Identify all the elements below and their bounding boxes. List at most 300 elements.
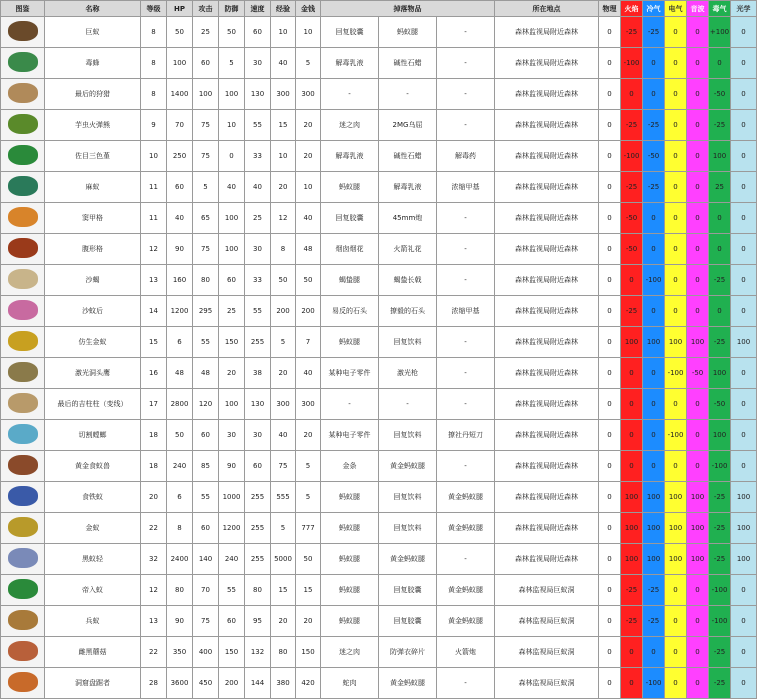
cell-spd: 30	[245, 420, 271, 451]
table-row	[1, 203, 757, 234]
cell-phys: 0	[599, 668, 621, 699]
cell-def: 40	[219, 172, 245, 203]
cell-d2: 撩毅的石头	[379, 296, 437, 327]
cell-sonic: 100	[687, 513, 709, 544]
cell-d1: 蝎蛰腿	[321, 265, 379, 296]
cell-poison: 100	[709, 420, 731, 451]
cell-exp: 80	[271, 637, 296, 668]
cell-hp: 6	[167, 482, 193, 513]
cell-name: 佐目三色堇	[45, 141, 141, 172]
cell-atk: 80	[193, 265, 219, 296]
cell-spd: 255	[245, 482, 271, 513]
cell-gold: 20	[296, 420, 321, 451]
cell-d2: 激光枪	[379, 358, 437, 389]
cell-exp: 300	[271, 389, 296, 420]
cell-d2: 回复饮料	[379, 327, 437, 358]
cell-def: 50	[219, 17, 245, 48]
cell-name: 切割螳螂	[45, 420, 141, 451]
cell-d3: 浓缩甲基	[437, 172, 495, 203]
cell-fire: -25	[621, 110, 643, 141]
cell-d2: 蚂蚁腿	[379, 17, 437, 48]
cell-exp: 12	[271, 203, 296, 234]
cell-exp: 200	[271, 296, 296, 327]
cell-name: 芋虫火弹熊	[45, 110, 141, 141]
cell-exp: 300	[271, 79, 296, 110]
cell-d3: 火箭炮	[437, 637, 495, 668]
header-cell: 所在地点	[495, 1, 599, 17]
table-row	[1, 327, 757, 358]
cell-atk: 140	[193, 544, 219, 575]
cell-cold: -100	[643, 668, 665, 699]
cell-name: 毒蜂	[45, 48, 141, 79]
cell-elec: 100	[665, 513, 687, 544]
cell-light: 0	[731, 48, 757, 79]
cell-elec: 0	[665, 17, 687, 48]
cell-cold: -100	[643, 265, 665, 296]
cell-loc: 森林监视局附近森林	[495, 203, 599, 234]
creature-icon	[1, 17, 45, 48]
cell-def: 240	[219, 544, 245, 575]
cell-gold: 48	[296, 234, 321, 265]
cell-light: 0	[731, 389, 757, 420]
cell-d1: 蚂蚁腿	[321, 575, 379, 606]
cell-lv: 14	[141, 296, 167, 327]
cell-hp: 3600	[167, 668, 193, 699]
cell-gold: 7	[296, 327, 321, 358]
cell-cold: 0	[643, 451, 665, 482]
cell-atk: 70	[193, 575, 219, 606]
cell-atk: 60	[193, 48, 219, 79]
cell-cold: 0	[643, 420, 665, 451]
cell-name: 仿生金蚁	[45, 327, 141, 358]
cell-elec: 0	[665, 172, 687, 203]
cell-name: 雌黑蘑菇	[45, 637, 141, 668]
cell-hp: 70	[167, 110, 193, 141]
header-cell: 经验	[271, 1, 296, 17]
cell-gold: 10	[296, 17, 321, 48]
cell-lv: 11	[141, 172, 167, 203]
cell-d1: -	[321, 389, 379, 420]
creature-icon	[1, 296, 45, 327]
cell-spd: 30	[245, 48, 271, 79]
cell-poison: +100	[709, 17, 731, 48]
creature-icon	[1, 544, 45, 575]
header-cell-electric: 电气	[665, 1, 687, 17]
cell-poison: -100	[709, 606, 731, 637]
cell-def: 5	[219, 48, 245, 79]
cell-gold: 200	[296, 296, 321, 327]
cell-phys: 0	[599, 141, 621, 172]
cell-exp: 8	[271, 234, 296, 265]
cell-poison: 0	[709, 203, 731, 234]
cell-name: 沙蚊后	[45, 296, 141, 327]
cell-d3: -	[437, 110, 495, 141]
header-cell: HP	[167, 1, 193, 17]
cell-light: 0	[731, 110, 757, 141]
cell-loc: 森林监视局巨蚁洞	[495, 668, 599, 699]
cell-exp: 5	[271, 327, 296, 358]
cell-hp: 350	[167, 637, 193, 668]
cell-poison: -25	[709, 668, 731, 699]
cell-name: 最后的狩猎	[45, 79, 141, 110]
cell-fire: 0	[621, 420, 643, 451]
cell-cold: 0	[643, 358, 665, 389]
cell-cold: 0	[643, 79, 665, 110]
cell-d1: 迷之肉	[321, 110, 379, 141]
creature-sprite	[8, 517, 38, 537]
cell-d2: 黄金蚂蚁腿	[379, 668, 437, 699]
cell-d1: -	[321, 79, 379, 110]
cell-phys: 0	[599, 296, 621, 327]
cell-def: 100	[219, 389, 245, 420]
cell-atk: 100	[193, 79, 219, 110]
creature-sprite	[8, 145, 38, 165]
cell-atk: 400	[193, 637, 219, 668]
cell-phys: 0	[599, 172, 621, 203]
cell-lv: 20	[141, 482, 167, 513]
cell-d3: -	[437, 544, 495, 575]
cell-light: 0	[731, 668, 757, 699]
creature-sprite	[8, 238, 38, 258]
cell-elec: 0	[665, 606, 687, 637]
table-row	[1, 482, 757, 513]
table-row	[1, 575, 757, 606]
cell-cold: 0	[643, 389, 665, 420]
table-row	[1, 234, 757, 265]
cell-name: 激光洞头鹰	[45, 358, 141, 389]
table-row	[1, 637, 757, 668]
header-cell-fire: 火焰	[621, 1, 643, 17]
header-cell: 图鉴	[1, 1, 45, 17]
cell-cold: 100	[643, 327, 665, 358]
cell-name: 黄金食蚁兽	[45, 451, 141, 482]
cell-d1: 烟囱烟花	[321, 234, 379, 265]
cell-light: 0	[731, 141, 757, 172]
creature-icon	[1, 637, 45, 668]
cell-exp: 20	[271, 172, 296, 203]
cell-name: 巨蚁	[45, 17, 141, 48]
cell-def: 60	[219, 265, 245, 296]
cell-poison: -25	[709, 327, 731, 358]
cell-atk: 75	[193, 234, 219, 265]
cell-spd: 38	[245, 358, 271, 389]
cell-loc: 森林监视局附近森林	[495, 420, 599, 451]
cell-hp: 50	[167, 17, 193, 48]
header-row	[1, 1, 757, 17]
cell-gold: 20	[296, 141, 321, 172]
table-row	[1, 110, 757, 141]
cell-gold: 15	[296, 575, 321, 606]
cell-light: 0	[731, 203, 757, 234]
cell-def: 30	[219, 420, 245, 451]
cell-def: 150	[219, 327, 245, 358]
cell-phys: 0	[599, 513, 621, 544]
cell-phys: 0	[599, 575, 621, 606]
cell-phys: 0	[599, 17, 621, 48]
creature-icon	[1, 234, 45, 265]
creature-sprite	[8, 176, 38, 196]
cell-fire: 0	[621, 451, 643, 482]
cell-gold: 150	[296, 637, 321, 668]
cell-spd: 144	[245, 668, 271, 699]
creature-sprite	[8, 300, 38, 320]
cell-d1: 易反的石头	[321, 296, 379, 327]
cell-lv: 18	[141, 420, 167, 451]
cell-d2: 碱性石蜡	[379, 48, 437, 79]
cell-elec: 0	[665, 141, 687, 172]
cell-lv: 8	[141, 48, 167, 79]
cell-name: 窦甲格	[45, 203, 141, 234]
cell-light: 0	[731, 420, 757, 451]
table-row	[1, 358, 757, 389]
cell-def: 1000	[219, 482, 245, 513]
cell-spd: 95	[245, 606, 271, 637]
cell-cold: -25	[643, 172, 665, 203]
cell-gold: 300	[296, 389, 321, 420]
creature-icon	[1, 172, 45, 203]
cell-d3: -	[437, 203, 495, 234]
cell-sonic: 100	[687, 327, 709, 358]
cell-cold: 0	[643, 296, 665, 327]
cell-lv: 18	[141, 451, 167, 482]
cell-d2: 回复胶囊	[379, 575, 437, 606]
cell-fire: 0	[621, 358, 643, 389]
cell-spd: 60	[245, 17, 271, 48]
creature-icon	[1, 606, 45, 637]
cell-sonic: 100	[687, 482, 709, 513]
cell-loc: 森林监视局巨蚁洞	[495, 606, 599, 637]
creature-icon	[1, 358, 45, 389]
cell-loc: 森林监视局附近森林	[495, 172, 599, 203]
cell-hp: 90	[167, 606, 193, 637]
cell-light: 0	[731, 451, 757, 482]
cell-exp: 20	[271, 606, 296, 637]
cell-lv: 11	[141, 203, 167, 234]
cell-atk: 295	[193, 296, 219, 327]
table-row	[1, 17, 757, 48]
cell-d3: -	[437, 668, 495, 699]
cell-fire: 0	[621, 668, 643, 699]
header-cell: 名称	[45, 1, 141, 17]
creature-sprite	[8, 362, 38, 382]
cell-atk: 75	[193, 606, 219, 637]
cell-lv: 8	[141, 17, 167, 48]
creature-sprite	[8, 331, 38, 351]
cell-def: 60	[219, 606, 245, 637]
cell-poison: 0	[709, 234, 731, 265]
cell-gold: 20	[296, 606, 321, 637]
cell-spd: 132	[245, 637, 271, 668]
cell-fire: 0	[621, 389, 643, 420]
cell-light: 100	[731, 482, 757, 513]
cell-phys: 0	[599, 234, 621, 265]
cell-def: 10	[219, 110, 245, 141]
cell-light: 0	[731, 17, 757, 48]
cell-spd: 60	[245, 451, 271, 482]
cell-loc: 森林监视局附近森林	[495, 482, 599, 513]
cell-loc: 森林监视局附近森林	[495, 110, 599, 141]
cell-name: 最后的吉柱柱（变线）	[45, 389, 141, 420]
cell-sonic: 0	[687, 575, 709, 606]
creature-icon	[1, 482, 45, 513]
cell-lv: 12	[141, 234, 167, 265]
cell-sonic: 0	[687, 172, 709, 203]
cell-loc: 森林监视局巨蚁洞	[495, 637, 599, 668]
cell-cold: -25	[643, 110, 665, 141]
cell-elec: 0	[665, 110, 687, 141]
cell-poison: -100	[709, 575, 731, 606]
cell-exp: 5000	[271, 544, 296, 575]
cell-sonic: 0	[687, 265, 709, 296]
cell-fire: -25	[621, 296, 643, 327]
cell-poison: -25	[709, 110, 731, 141]
cell-d3: -	[437, 234, 495, 265]
cell-hp: 240	[167, 451, 193, 482]
cell-exp: 50	[271, 265, 296, 296]
cell-elec: 0	[665, 203, 687, 234]
cell-d2: 45mm炮	[379, 203, 437, 234]
cell-cold: 0	[643, 637, 665, 668]
cell-lv: 17	[141, 389, 167, 420]
cell-gold: 5	[296, 451, 321, 482]
cell-elec: 0	[665, 451, 687, 482]
header-cell: 物理	[599, 1, 621, 17]
cell-gold: 777	[296, 513, 321, 544]
cell-cold: -50	[643, 141, 665, 172]
cell-sonic: 100	[687, 544, 709, 575]
cell-cold: -25	[643, 17, 665, 48]
cell-exp: 20	[271, 358, 296, 389]
cell-gold: 10	[296, 172, 321, 203]
cell-sonic: -50	[687, 358, 709, 389]
cell-poison: -50	[709, 79, 731, 110]
creature-icon	[1, 79, 45, 110]
cell-light: 0	[731, 358, 757, 389]
cell-hp: 48	[167, 358, 193, 389]
cell-light: 0	[731, 172, 757, 203]
creature-icon	[1, 203, 45, 234]
cell-hp: 1200	[167, 296, 193, 327]
cell-elec: 0	[665, 296, 687, 327]
cell-d1: 某种电子零件	[321, 420, 379, 451]
creature-sprite	[8, 424, 38, 444]
creature-sprite	[8, 610, 38, 630]
cell-phys: 0	[599, 389, 621, 420]
cell-def: 100	[219, 203, 245, 234]
cell-name: 金蚁	[45, 513, 141, 544]
cell-elec: -100	[665, 420, 687, 451]
cell-def: 200	[219, 668, 245, 699]
cell-loc: 森林监视局附近森林	[495, 451, 599, 482]
cell-spd: 30	[245, 234, 271, 265]
cell-lv: 22	[141, 637, 167, 668]
cell-loc: 森林监视局附近森林	[495, 265, 599, 296]
cell-cold: -25	[643, 575, 665, 606]
cell-gold: 420	[296, 668, 321, 699]
cell-phys: 0	[599, 482, 621, 513]
cell-exp: 10	[271, 17, 296, 48]
cell-hp: 160	[167, 265, 193, 296]
cell-loc: 森林监视局附近森林	[495, 79, 599, 110]
cell-spd: 55	[245, 110, 271, 141]
cell-spd: 33	[245, 141, 271, 172]
cell-poison: 100	[709, 141, 731, 172]
cell-sonic: 0	[687, 141, 709, 172]
cell-name: 腹形格	[45, 234, 141, 265]
cell-sonic: 0	[687, 296, 709, 327]
cell-light: 100	[731, 544, 757, 575]
cell-def: 55	[219, 575, 245, 606]
header-cell: 等级	[141, 1, 167, 17]
header-cell-light: 光学	[731, 1, 757, 17]
cell-poison: -50	[709, 389, 731, 420]
cell-sonic: 0	[687, 389, 709, 420]
cell-phys: 0	[599, 358, 621, 389]
cell-hp: 6	[167, 327, 193, 358]
creature-icon	[1, 141, 45, 172]
cell-spd: 33	[245, 265, 271, 296]
cell-spd: 255	[245, 327, 271, 358]
cell-fire: -50	[621, 203, 643, 234]
cell-d3: 黄金蚂蚁腿	[437, 606, 495, 637]
cell-atk: 75	[193, 110, 219, 141]
cell-d2: 火箭礼花	[379, 234, 437, 265]
cell-exp: 40	[271, 48, 296, 79]
cell-lv: 15	[141, 327, 167, 358]
cell-d1: 金条	[321, 451, 379, 482]
cell-phys: 0	[599, 606, 621, 637]
cell-hp: 50	[167, 420, 193, 451]
creature-sprite	[8, 672, 38, 692]
cell-d3: -	[437, 451, 495, 482]
cell-lv: 8	[141, 79, 167, 110]
cell-d2: 防弹衣碎片	[379, 637, 437, 668]
cell-exp: 40	[271, 420, 296, 451]
cell-lv: 28	[141, 668, 167, 699]
creature-sprite	[8, 21, 38, 41]
cell-d2: 回复饮料	[379, 482, 437, 513]
cell-phys: 0	[599, 265, 621, 296]
cell-exp: 15	[271, 110, 296, 141]
cell-light: 0	[731, 575, 757, 606]
creature-icon	[1, 420, 45, 451]
creature-sprite	[8, 52, 38, 72]
creature-sprite	[8, 486, 38, 506]
cell-sonic: 0	[687, 606, 709, 637]
cell-elec: -100	[665, 358, 687, 389]
cell-elec: 100	[665, 327, 687, 358]
cell-gold: 50	[296, 544, 321, 575]
cell-exp: 15	[271, 575, 296, 606]
cell-loc: 森林监视局附近森林	[495, 48, 599, 79]
cell-spd: 40	[245, 172, 271, 203]
cell-poison: -25	[709, 544, 731, 575]
cell-light: 0	[731, 637, 757, 668]
header-cell: 金钱	[296, 1, 321, 17]
cell-phys: 0	[599, 110, 621, 141]
cell-atk: 48	[193, 358, 219, 389]
cell-hp: 8	[167, 513, 193, 544]
cell-d2: 黄金蚂蚁腿	[379, 544, 437, 575]
cell-lv: 12	[141, 575, 167, 606]
cell-d1: 解毒乳液	[321, 141, 379, 172]
table-row	[1, 48, 757, 79]
cell-fire: 0	[621, 265, 643, 296]
cell-elec: 0	[665, 668, 687, 699]
cell-d3: 解毒药	[437, 141, 495, 172]
cell-d1: 蛇肉	[321, 668, 379, 699]
cell-phys: 0	[599, 48, 621, 79]
